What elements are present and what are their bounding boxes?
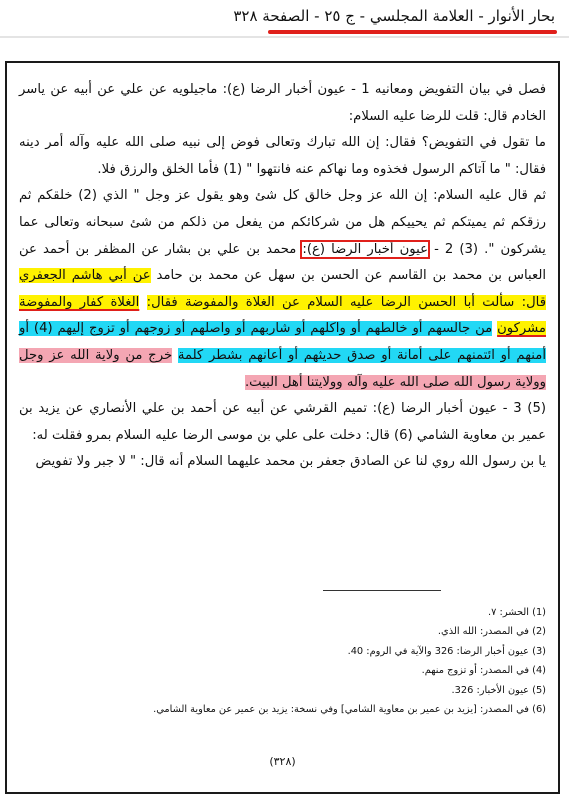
paragraph-4: (5) 3 - عيون أخبار الرضا (ع): تميم القرشي عن أبيه عن أحمد بن علي الأنصاري عن يزيد بن عمير بن معاوية الشامي (6) قال: دخلت على علي بن موسى الرضا عليه السلام بمرو فقلت له: — [19, 401, 546, 443]
top-bar — [0, 0, 569, 38]
paragraph-5: يا بن رسول الله روي لنا عن الصادق جعفر بن محمد عليهما السلام أنه قال: " لا جبر ولا تفويض — [35, 454, 546, 470]
paragraph-3-chain: محمد بن علي بن بشار عن المظفر بن أحمد عن العباس بن محمد بن القاسم عن الحسن بن سهل عن محمد بن حامد — [19, 241, 546, 284]
highlight-cyan: من جالسهم أو خالطهم أو واكلهم أو شاربهم أو واصلهم أو زوجهم أو تزوج إليهم (4) أو أمنهم أو ائتمنهم على أمانة أو صدق حديثهم أو أعانهم بشطر كلمة — [19, 321, 546, 363]
title-underline — [268, 30, 557, 34]
highlight-yellow-question: عن أبي هاشم الجعفري قال: سألت أبا الحسن الرضا عليه السلام عن الغلاة والمفوضة فقال: — [19, 268, 547, 310]
footnote: (3) عيون أخبار الرضا: 326 والآية في الروم: 40. — [347, 645, 546, 657]
paragraph-1: فصل في بيان التفويض ومعانيه 1 - عيون أخبار الرضا (ع): ماجيلويه عن علي عن أبيه عن ياسر الخادم قال: قلت للرضا عليه السلام: — [19, 82, 546, 124]
footnote: (6) في المصدر: [يزيد بن عمير بن معاوية الشامي] وفي نسخة: يزيد بن عمير عن معاوية الشامي. — [153, 704, 546, 716]
highlight-yellow-ruling: الغلاة كفار والمفوضة مشركون — [19, 294, 546, 337]
page-number: (٣٢٨) — [269, 755, 296, 768]
header-divider — [0, 36, 569, 38]
paragraph-2: ما تقول في التفويض؟ فقال: إن الله تبارك وتعالى فوض إلى نبيه صلى الله عليه وآله أمر دينه فقال: " ما آتاكم الرسول فخذوه وما نهاكم عنه فانتهوا " (1) فأما الخلق والرزق فلا. — [19, 135, 546, 177]
footnote: (4) في المصدر: أو تزوج منهم. — [421, 665, 546, 677]
footnote: (5) عيون الأخبار: 326. — [451, 684, 546, 696]
paragraph-3 — [19, 183, 546, 396]
footnote: (1) الحشر: ٧. — [488, 607, 546, 618]
paragraph-3-start: ثم قال عليه السلام: إن الله عز وجل خالق كل شئ وهو يقول عز وجل " الذي (2) خلقكم ثم رزقكم ثم يميتكم ثم يحييكم هل من شركائكم من يفعل من ذلكم من شئ سبحانه وتعالى عما يشركون ". (3) 2 - — [19, 188, 546, 257]
footnotes — [19, 603, 546, 719]
highlight-pink: خرج من ولاية الله عز وجل وولاية رسول الله صلى الله عليه وآله وولايتنا أهل البيت. — [19, 347, 546, 390]
footnote-separator — [323, 590, 441, 591]
body-text — [19, 77, 546, 476]
boxed-source: عيون أخبار الرضا (ع): — [302, 241, 428, 257]
book-page — [5, 61, 560, 794]
footnote: (2) في المصدر: الله الذي. — [437, 626, 546, 638]
page-title: بحار الأنوار - العلامة المجلسي - ج ٢٥ - الصفحة ٣٢٨ — [233, 7, 555, 25]
